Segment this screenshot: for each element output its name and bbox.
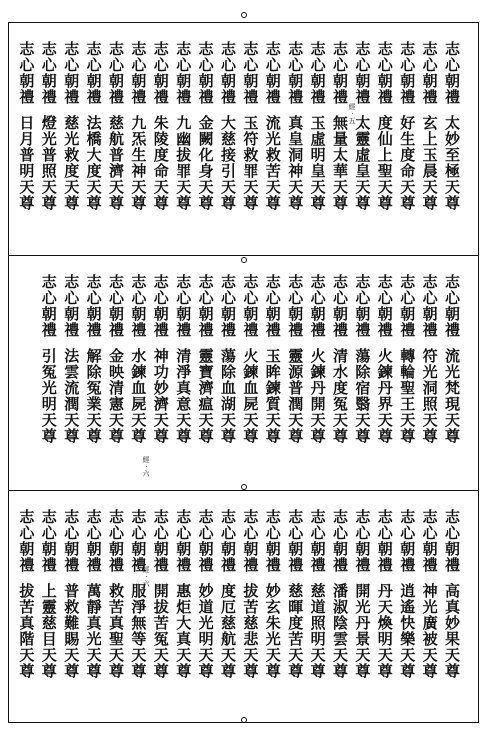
deity-title: 燈光普照天尊 [39, 115, 58, 211]
invocation-column [195, 256, 217, 490]
deity-title: 轉輪聖王天尊 [398, 348, 417, 444]
invocation-label: 志心朝禮 [129, 509, 148, 573]
invocation-column [195, 491, 217, 724]
invocation-column [374, 256, 396, 490]
invocation-column [150, 23, 172, 255]
invocation-column [419, 256, 441, 490]
deity-title: 度仙上聖天尊 [375, 115, 394, 211]
invocation-column [307, 23, 329, 255]
invocation-label: 志心朝禮 [353, 274, 372, 338]
invocation-column [195, 23, 217, 255]
invocation-column [150, 491, 172, 724]
invocation-column [239, 491, 261, 724]
deity-title: 無量太華天尊 [331, 115, 349, 211]
invocation-column [83, 491, 105, 724]
invocation-label: 志心朝禮 [308, 41, 327, 105]
deity-title: 靈寶濟瘟天尊 [196, 348, 215, 444]
invocation-label: 志心朝禮 [17, 509, 36, 573]
invocation-label: 志心朝禮 [39, 509, 58, 573]
deity-title: 法雲流潤天尊 [62, 348, 81, 444]
invocation-label: 志心朝禮 [443, 274, 461, 338]
invocation-column [396, 256, 418, 490]
invocation-label: 志心朝禮 [398, 41, 417, 105]
invocation-label: 志心朝禮 [263, 274, 282, 338]
invocation-column [239, 256, 261, 490]
invocation-label: 志心朝禮 [308, 274, 327, 338]
deity-title: 好生度命天尊 [398, 115, 417, 211]
deity-title: 符光洞照天尊 [420, 348, 439, 444]
invocation-label: 志心朝禮 [286, 274, 305, 338]
deity-title: 開拔苦冤天尊 [151, 583, 170, 679]
invocation-column [60, 491, 82, 724]
deity-title: 蕩除宿翳天尊 [353, 348, 372, 444]
invocation-label: 志心朝禮 [107, 274, 125, 338]
invocation-label: 志心朝禮 [107, 41, 125, 105]
deity-title: 普救難賜天尊 [62, 583, 81, 679]
text-panel-upper [9, 23, 478, 255]
invocation-label: 志心朝禮 [443, 509, 461, 573]
invocation-column [38, 23, 60, 255]
invocation-label: 志心朝禮 [219, 509, 237, 573]
invocation-label: 志心朝禮 [219, 274, 237, 338]
invocation-column [419, 23, 441, 255]
invocation-label: 志心朝禮 [308, 509, 327, 573]
text-panel-middle [9, 255, 478, 490]
invocation-label: 志心朝禮 [84, 274, 103, 338]
deity-title: 太靈虛皇天尊 [353, 115, 372, 211]
deity-title: 玉虛明皇天尊 [308, 115, 327, 211]
binding-hole-icon [241, 12, 247, 18]
deity-title: 火鍊血屍天尊 [241, 348, 260, 444]
deity-title: 金映清憲天尊 [107, 348, 125, 444]
invocation-column [307, 256, 329, 490]
deity-title: 火鍊丹開天尊 [308, 348, 327, 444]
deity-title: 太妙至極天尊 [443, 115, 461, 211]
invocation-label: 志心朝禮 [62, 509, 81, 573]
invocation-column [351, 23, 373, 255]
deity-title: 妙道光明天尊 [196, 583, 215, 679]
deity-title: 惠炬大真天尊 [174, 583, 193, 679]
deity-title: 靈源普潤天尊 [286, 348, 305, 444]
invocation-column [60, 23, 82, 255]
deity-title: 清淨真意天尊 [174, 348, 193, 444]
deity-title: 妙玄朱光天尊 [263, 583, 282, 679]
invocation-column [105, 256, 127, 490]
invocation-column [351, 256, 373, 490]
invocation-label: 志心朝禮 [286, 41, 305, 105]
invocation-label: 志心朝禮 [174, 41, 193, 105]
invocation-column [15, 23, 37, 255]
invocation-column [172, 256, 194, 490]
deity-title: 丹天煥明天尊 [375, 583, 394, 679]
deity-title: 水鍊血屍天尊 [129, 348, 148, 444]
deity-title: 玉眸鍊質天尊 [263, 348, 282, 444]
invocation-label: 志心朝禮 [375, 509, 394, 573]
invocation-column [441, 256, 463, 490]
invocation-column [217, 23, 239, 255]
invocation-label: 志心朝禮 [62, 274, 81, 338]
invocation-column [15, 491, 37, 724]
invocation-column [38, 256, 60, 490]
page-number-mark: 經 · 五 [348, 103, 356, 124]
deity-title: 高真妙果天尊 [443, 583, 461, 679]
invocation-label: 志心朝禮 [398, 509, 417, 573]
invocation-label: 志心朝禮 [151, 274, 170, 338]
invocation-label: 志心朝禮 [196, 274, 215, 338]
invocation-column [284, 23, 306, 255]
invocation-label: 志心朝禮 [353, 41, 372, 105]
deity-title: 神光廣被天尊 [420, 583, 439, 679]
invocation-column [374, 491, 396, 724]
invocation-label: 志心朝禮 [129, 274, 148, 338]
invocation-label: 志心朝禮 [420, 274, 439, 338]
invocation-label: 志心朝禮 [331, 509, 349, 573]
deity-title: 慈光救度天尊 [62, 115, 81, 211]
deity-title: 拔苦慈悲天尊 [241, 583, 260, 679]
invocation-label: 志心朝禮 [331, 274, 349, 338]
invocation-column [329, 23, 351, 255]
invocation-label: 志心朝禮 [398, 274, 417, 338]
deity-title: 玉符救罪天尊 [241, 115, 260, 211]
invocation-label: 志心朝禮 [151, 509, 170, 573]
invocation-column [105, 23, 127, 255]
deity-title: 服淨無等天尊 [129, 583, 148, 679]
page-number-mark: 經 · 六 [142, 566, 150, 587]
deity-title: 法橋大度天尊 [84, 115, 103, 211]
deity-title: 開光丹景天尊 [353, 583, 372, 679]
invocation-column [150, 256, 172, 490]
invocation-label: 志心朝禮 [263, 509, 282, 573]
invocation-column [441, 23, 463, 255]
invocation-column [239, 23, 261, 255]
deity-title: 九幽拔罪天尊 [174, 115, 193, 211]
invocation-label: 志心朝禮 [241, 274, 260, 338]
invocation-column [217, 256, 239, 490]
deity-title: 大慈接引天尊 [219, 115, 237, 211]
invocation-label: 志心朝禮 [84, 41, 103, 105]
deity-title: 萬靜真光天尊 [84, 583, 103, 679]
page-frame [8, 22, 479, 723]
invocation-label: 志心朝禮 [84, 509, 103, 573]
invocation-label: 志心朝禮 [420, 41, 439, 105]
invocation-label: 志心朝禮 [263, 41, 282, 105]
deity-title: 朱陵度命天尊 [151, 115, 170, 211]
invocation-label: 志心朝禮 [17, 41, 36, 105]
deity-title: 神功妙濟天尊 [151, 348, 170, 444]
invocation-label: 志心朝禮 [375, 274, 394, 338]
deity-title: 引冤光明天尊 [39, 348, 58, 444]
deity-title: 金闕化身天尊 [196, 115, 215, 211]
invocation-label: 志心朝禮 [196, 41, 215, 105]
invocation-column [396, 491, 418, 724]
invocation-label: 志心朝禮 [129, 41, 148, 105]
deity-title: 逍遙快樂天尊 [398, 583, 417, 679]
invocation-label: 志心朝禮 [331, 41, 349, 105]
invocation-column [217, 491, 239, 724]
deity-title: 流光救苦天尊 [263, 115, 282, 211]
deity-title: 上靈慈目天尊 [39, 583, 58, 679]
invocation-label: 志心朝禮 [375, 41, 394, 105]
invocation-label: 志心朝禮 [196, 509, 215, 573]
invocation-label: 志心朝禮 [241, 41, 260, 105]
invocation-label: 志心朝禮 [174, 274, 193, 338]
invocation-column [262, 256, 284, 490]
invocation-column [284, 256, 306, 490]
deity-title: 火鍊丹界天尊 [375, 348, 394, 444]
deity-title: 解除冤業天尊 [84, 348, 103, 444]
deity-title: 清水度冤天尊 [331, 348, 349, 444]
invocation-column [351, 491, 373, 724]
invocation-label: 志心朝禮 [420, 509, 439, 573]
invocation-label: 志心朝禮 [62, 41, 81, 105]
invocation-column [127, 23, 149, 255]
invocation-column [262, 491, 284, 724]
invocation-label: 志心朝禮 [39, 274, 58, 338]
invocation-label: 志心朝禮 [107, 509, 125, 573]
invocation-column [262, 23, 284, 255]
deity-title: 玄上玉晨天尊 [420, 115, 439, 211]
deity-title: 救苦真聖天尊 [107, 583, 125, 679]
deity-title: 日月普明天尊 [17, 115, 36, 211]
deity-title: 度厄慈航天尊 [219, 583, 237, 679]
invocation-column [38, 491, 60, 724]
invocation-label: 志心朝禮 [151, 41, 170, 105]
deity-title: 流光梵現天尊 [443, 348, 461, 444]
invocation-column [83, 23, 105, 255]
invocation-column [284, 491, 306, 724]
invocation-column [105, 491, 127, 724]
invocation-column [127, 491, 149, 724]
deity-title: 真皇洞神天尊 [286, 115, 305, 211]
invocation-column [441, 491, 463, 724]
invocation-column [172, 491, 194, 724]
deity-title: 蕩除血湖天尊 [219, 348, 237, 444]
invocation-label: 志心朝禮 [174, 509, 193, 573]
invocation-label: 志心朝禮 [286, 509, 305, 573]
invocation-column [396, 23, 418, 255]
invocation-label: 志心朝禮 [219, 41, 237, 105]
invocation-label: 志心朝禮 [39, 41, 58, 105]
text-panel-lower [9, 490, 478, 724]
invocation-column [329, 491, 351, 724]
invocation-column [83, 256, 105, 490]
invocation-label: 志心朝禮 [241, 509, 260, 573]
deity-title: 慈道照明天尊 [308, 583, 327, 679]
invocation-column [127, 256, 149, 490]
deity-title: 慈暉度苦天尊 [286, 583, 305, 679]
invocation-column [419, 491, 441, 724]
deity-title: 九炁生神天尊 [129, 115, 148, 211]
invocation-column [60, 256, 82, 490]
invocation-label: 志心朝禮 [443, 41, 461, 105]
invocation-column [307, 491, 329, 724]
invocation-column [172, 23, 194, 255]
deity-title: 潘淑陰雲天尊 [331, 583, 349, 679]
invocation-column [329, 256, 351, 490]
page-number-mark: 經 · 六 [142, 456, 150, 477]
invocation-label: 志心朝禮 [353, 509, 372, 573]
invocation-column [374, 23, 396, 255]
deity-title: 慈航普濟天尊 [107, 115, 125, 211]
deity-title: 拔苦真階天尊 [17, 583, 36, 679]
